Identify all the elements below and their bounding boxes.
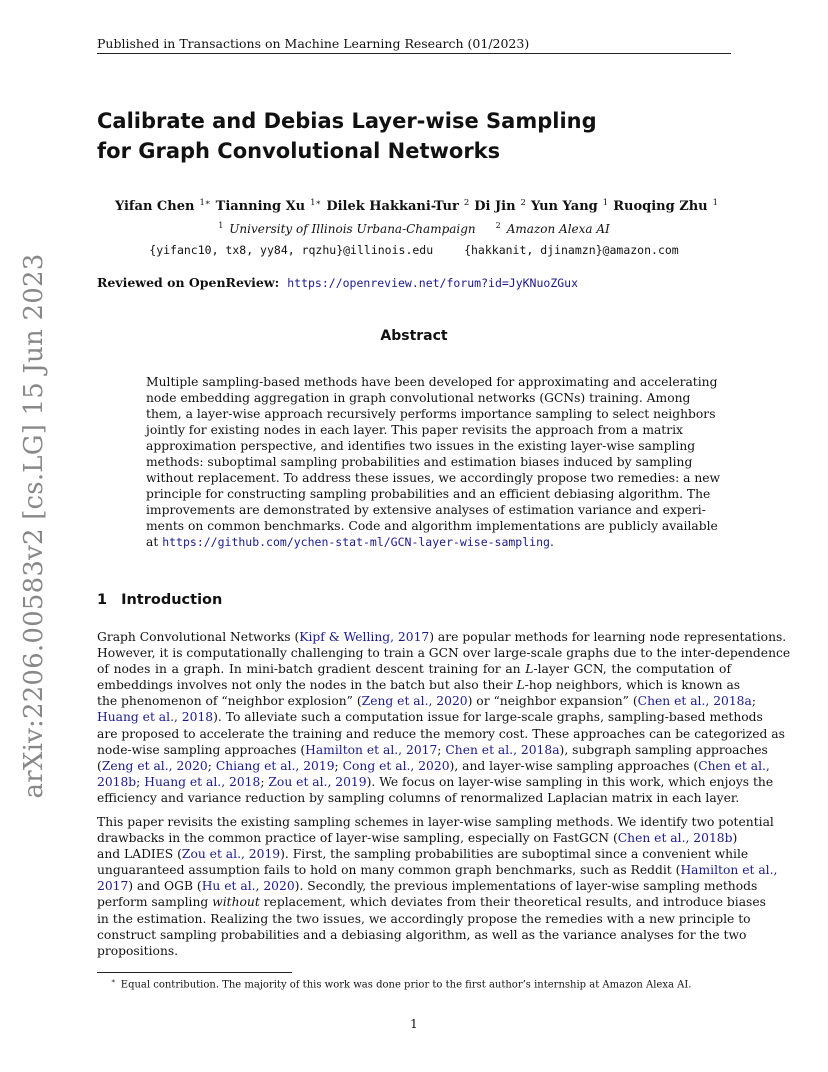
text-run: ) and OGB ( — [128, 879, 202, 894]
citation-link[interactable]: 2018b — [97, 774, 137, 789]
citation-link[interactable]: Chen et al., 2018a — [637, 694, 752, 709]
paragraph-line — [97, 911, 751, 927]
text-run: ; — [437, 742, 446, 757]
footnote-text: Equal contribution. The majority of this work was done prior to the first author’s internship at Amazon Alexa AI. — [120, 979, 692, 991]
author-list — [97, 198, 731, 214]
paragraph-line — [97, 629, 787, 645]
text-run: the phenomenon of “neighbor explosion” ( — [97, 694, 362, 709]
header-rule — [97, 53, 731, 54]
text-run: ). First, the sampling probabilities are suboptimal since a convenient while — [280, 847, 749, 862]
openreview-label: Reviewed on OpenReview: — [97, 275, 280, 290]
title-line-2: for Graph Convolutional Networks — [97, 139, 501, 163]
citation-link[interactable]: Hamilton et al., 2017 — [305, 742, 438, 757]
author-affiliation-mark: 1 — [602, 198, 609, 208]
paragraph-line — [97, 693, 756, 709]
text-run: node-wise sampling approaches ( — [97, 742, 306, 757]
abstract-last-prefix: at — [146, 535, 159, 549]
author-affiliation-mark: 1∗ — [310, 198, 322, 208]
text-run: ; — [207, 758, 216, 773]
citation-link[interactable]: Zeng et al., 2020 — [101, 758, 208, 773]
text-run: ( — [97, 758, 102, 773]
text-run: ). To alleviate such a computation issue for large-scale graphs, sampling-based methods — [213, 710, 763, 725]
author-name: Yifan Chen — [114, 199, 195, 215]
email-amazon: {hakkanit, djinamzn}@amazon.com — [464, 243, 679, 257]
abstract-line: without replacement. To address these issues, we accordingly propose two remedies: a new — [146, 471, 721, 485]
paper-title — [97, 106, 737, 166]
abstract-last-suffix: . — [549, 535, 554, 549]
github-link[interactable]: https://github.com/ychen-stat-ml/GCN-layer-wise-sampling — [162, 535, 550, 549]
citation-link[interactable]: Kipf & Welling, 2017 — [299, 630, 430, 644]
email-list — [97, 243, 731, 257]
section-title: Introduction — [121, 592, 223, 608]
italic-text: L — [516, 678, 525, 693]
text-run: are proposed to accelerate the training and reduce the memory cost. These approaches can be categorized as — [97, 726, 785, 741]
text-run: ; — [334, 758, 343, 773]
text-run: replacement, which deviates from their theoretical results, and introduce biases — [259, 895, 766, 910]
paragraph-line — [97, 846, 749, 862]
author-affiliation-mark: 2 — [463, 198, 470, 208]
paragraph-line — [97, 774, 774, 790]
italic-text: without — [212, 895, 260, 910]
text-run: ; — [751, 694, 756, 709]
text-run: ; — [136, 774, 145, 789]
author-name: Yun Yang — [530, 199, 598, 215]
citation-link[interactable]: Huang et al., 2018 — [97, 710, 214, 725]
author-affiliation-mark: 1∗ — [199, 198, 211, 208]
text-run: This paper revisits the existing sampling schemes in layer-wise sampling methods. We identify two potential — [97, 815, 774, 829]
author-name: Di Jin — [474, 199, 516, 215]
paragraph-line — [97, 661, 731, 677]
paragraph-line — [97, 790, 740, 806]
openreview-link[interactable]: https://openreview.net/forum?id=JyKNuoZGux — [287, 276, 579, 290]
text-run: ). We focus on layer-wise sampling in this work, which enjoys the — [366, 774, 774, 789]
footnote-mark: ∗ — [111, 977, 116, 985]
paragraph-line — [97, 677, 741, 693]
footnote-rule — [97, 972, 292, 973]
abstract-body — [146, 374, 721, 550]
italic-text: L — [525, 662, 534, 677]
text-run: Graph Convolutional Networks ( — [97, 630, 300, 644]
paragraph-line — [97, 709, 763, 725]
affiliation — [496, 222, 610, 236]
text-run: drawbacks in the common practice of layer-wise sampling, especially on FastGCN ( — [97, 831, 618, 846]
paragraph-line — [97, 878, 758, 894]
abstract-line: ments on common benchmarks. Code and algorithm implementations are publicly available — [146, 519, 718, 533]
citation-link[interactable]: Zou et al., 2019 — [181, 847, 281, 862]
text-run: perform sampling — [97, 895, 213, 910]
text-run: in the estimation. Realizing the two issues, we accordingly propose the remedies with a new principle to — [97, 911, 751, 926]
openreview-line — [97, 275, 578, 290]
citation-link[interactable]: Huang et al., 2018 — [144, 774, 261, 789]
citation-link[interactable]: Zou et al., 2019 — [268, 774, 367, 789]
text-run: efficiency and variance reduction by sampling columns of renormalized Laplacian matrix in each layer. — [97, 790, 740, 805]
text-run: embeddings involves not only the nodes in the batch but also their — [97, 678, 517, 693]
abstract-last-line — [146, 534, 683, 550]
page-number: 1 — [410, 1017, 418, 1031]
citation-link[interactable]: Cong et al., 2020 — [342, 758, 450, 773]
paragraph-line — [97, 814, 774, 830]
footnote — [111, 977, 691, 990]
abstract-line: jointly for existing nodes in each layer. This paper revisits the approach from a matrix — [146, 423, 683, 437]
text-run: ) or “neighbor expansion” ( — [467, 694, 638, 709]
paragraph-line — [97, 645, 791, 661]
citation-link[interactable]: Chen et al., — [698, 758, 770, 773]
paragraph-line — [97, 758, 770, 774]
section-number: 1 — [97, 592, 108, 608]
text-run: ) — [732, 831, 738, 846]
text-run: construct sampling probabilities and a debiasing algorithm, as well as the variance analyses for the two — [97, 927, 747, 942]
text-run: -hop neighbors, which is known as — [524, 678, 741, 693]
paragraph-line — [97, 726, 785, 742]
affiliation-mark: 1 — [218, 221, 224, 230]
text-run: ) are popular methods for learning node representations. — [429, 630, 787, 644]
abstract-line: improvements are demonstrated by extensive analyses of estimation variance and experi- — [146, 503, 706, 517]
intro-paragraph-1 — [97, 629, 791, 806]
text-run: ). Secondly, the previous implementations of layer-wise sampling methods — [294, 879, 758, 894]
text-run: ; — [260, 774, 269, 789]
affiliation-name: University of Illinois Urbana-Champaign — [229, 222, 476, 236]
author-affiliation-mark: 1 — [712, 198, 719, 208]
author-affiliation-mark: 2 — [520, 198, 526, 208]
journal-header: Published in Transactions on Machine Learning Research (01/2023) — [97, 36, 530, 51]
abstract-line: node embedding aggregation in graph convolutional networks (GCNs) training. Among — [146, 391, 691, 405]
citation-link[interactable]: Hu et al., 2020 — [201, 879, 295, 894]
author-name: Dilek Hakkani-Tur — [326, 199, 459, 215]
section-heading-introduction — [97, 592, 222, 608]
abstract-line: them, a layer-wise approach recursively performs importance sampling to select neighbors — [146, 407, 716, 421]
affiliation-name: Amazon Alexa AI — [506, 222, 610, 236]
text-run: of nodes in a graph. In mini-batch gradient descent training for an — [97, 662, 526, 677]
citation-link[interactable]: Chen et al., 2018a — [445, 742, 560, 757]
text-run: unguaranteed assumption fails to hold on many common graph benchmarks, such as Reddit ( — [97, 863, 681, 878]
paragraph-line — [97, 894, 766, 910]
paragraph-line — [97, 862, 778, 878]
title-line-1: Calibrate and Debias Layer-wise Sampling — [97, 109, 597, 133]
citation-link[interactable]: Zeng et al., 2020 — [361, 694, 468, 709]
paragraph-line — [97, 742, 768, 758]
citation-link[interactable]: Hamilton et al., — [680, 863, 778, 878]
abstract-line: Multiple sampling-based methods have been developed for approximating and accelerating — [146, 375, 718, 389]
intro-paragraph-2 — [97, 814, 778, 959]
abstract-line: principle for constructing sampling probabilities and an efficient debiasing algorithm. The — [146, 487, 711, 501]
paragraph-line — [97, 830, 738, 846]
author-name: Tianning Xu — [215, 199, 306, 215]
text-run: and LADIES ( — [97, 847, 182, 862]
affiliation-mark: 2 — [495, 221, 501, 230]
text-run: ), subgraph sampling approaches — [559, 742, 768, 757]
citation-link[interactable]: 2017 — [97, 879, 129, 894]
text-run: propositions. — [97, 943, 179, 958]
abstract-line: approximation perspective, and identifies two issues in the existing layer-wise sampling — [146, 439, 696, 453]
author-name: Ruoqing Zhu — [613, 199, 708, 215]
paragraph-line — [97, 927, 747, 943]
arxiv-identifier: arXiv:2206.00583v2 [cs.LG] 15 Jun 2023 — [19, 253, 49, 799]
citation-link[interactable]: Chiang et al., 2019 — [215, 758, 335, 773]
abstract-heading: Abstract — [380, 328, 448, 344]
affiliation — [218, 222, 475, 236]
email-illinois: {yifanc10, tx8, yy84, rqzhu}@illinois.edu — [149, 243, 434, 257]
text-run: However, it is computationally challenging to train a GCN over large-scale graphs due to the inter-dependence — [97, 646, 791, 661]
text-run: -layer GCN, the computation of — [533, 662, 731, 677]
text-run: ), and layer-wise sampling approaches ( — [449, 758, 699, 773]
paragraph-line — [97, 943, 731, 959]
affiliations — [97, 221, 731, 236]
citation-link[interactable]: Chen et al., 2018b — [617, 831, 733, 846]
abstract-line: methods: suboptimal sampling probabilities and estimation biases induced by sampling — [146, 455, 693, 469]
